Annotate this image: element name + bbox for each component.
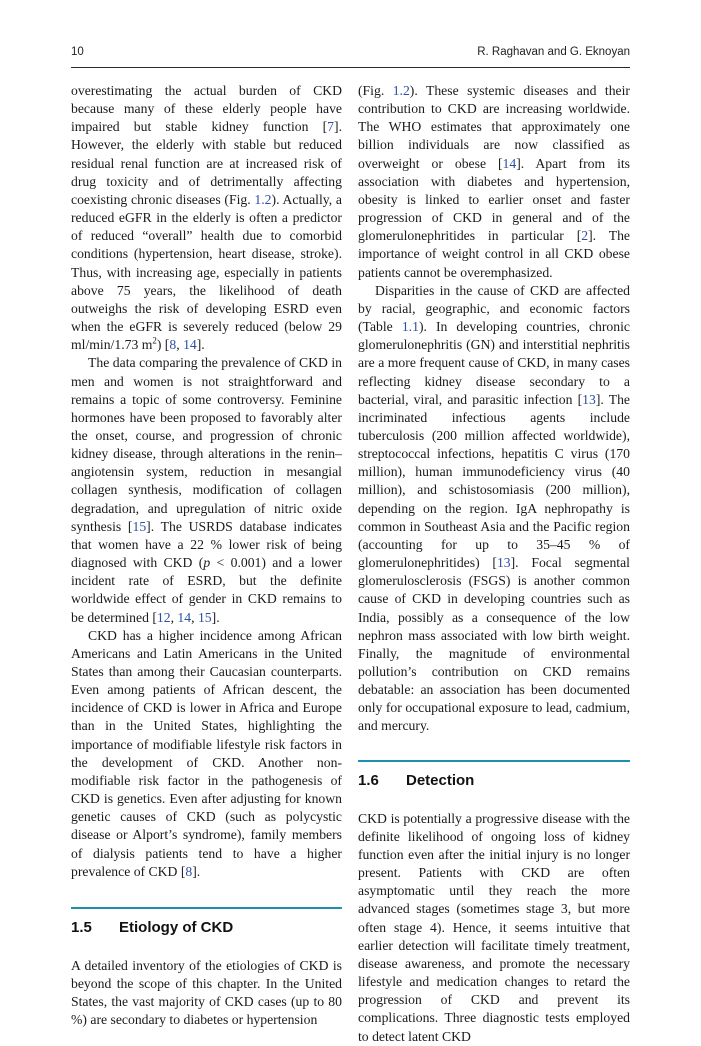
citation-link[interactable]: 12 [156,609,171,625]
citation-link[interactable]: 14 [183,337,197,353]
text-run: CKD is potentially a progressive disease with the definite likelihood of ongoing loss of kidney function even after the initial injury is no longer present. Patients with CKD are often asymptomatic until they reach the more advanced stages (sometimes stage 3, but more often stage 4). Hence, it seems intuitive that earlier detection will facilitate timely treatment, disease awareness, and promote the necessary lifestyle and medication changes to retard the progression of CKD and prevent its complications. Three diagnostic tests employed to detect latent CKD [358,810,630,1044]
text-run: ]. The importance of weight control in all CKD obese patients cannot be overemphasized. [358,228,630,280]
text-run: ) [ [156,337,170,353]
text-run: ). Actually, a reduced eGFR in the elderly is often a predictor of reduced “overall” health due to comorbid conditions (hypertension, heart disease, stroke). Thus, with increasing age, especially in patients above 75 years, the likelihood of death outweighs the risk of developing ESRD even when the eGFR is severely reduced (below 29 ml/min/1.73 m [71,191,342,353]
paragraph [71,957,342,1030]
running-header-authors: R. Raghavan and G. Eknoyan [477,46,630,58]
citation-link[interactable]: 8 [185,863,193,879]
figure-reference-link[interactable]: 1.2 [392,83,410,98]
section-title: Detection [406,771,475,789]
paragraph [358,810,630,1046]
text-run: ]. However, the elderly with stable but reduced residual renal function are at increased risk of drug toxicity and of detrimentally affecting coexisting chronic diseases (Fig. [71,119,342,207]
text-run: ]. [196,337,205,353]
left-column [71,82,342,1030]
text-run: , [191,609,198,625]
superscript: 2 [152,335,157,346]
text-run: , [176,337,184,353]
text-run: ]. Focal segmental glomerulosclerosis (FSGS) is another common cause of CKD in developing countries such as India, possibly as a consequence of the low nephron mass associated with low birth weight. Finally, the magnitude of environmental pollution’s contribution on CKD remains debatable: an association has been documented only for occupational exposure to lead, cadmium, and mercury. [358,555,630,734]
text-run: The data comparing the prevalence of CKD in men and women is not straightforward and remains a topic of some controversy. Feminine hormones have been proposed to favorably alter the onset, course, and progression of chronic kidney disease, through alterations in the renin–angiotensin system, reduction in mesangial collagen synthesis, modification of collagen degradation, and upregulation of nitric oxide synthesis [ [71,355,342,534]
italic-text: p [203,555,211,571]
text-run: ]. The USRDS database indicates that women have a 22 % lower risk of being diagnosed with CKD ( [71,518,342,571]
text-run: A detailed inventory of the etiologies of CKD is beyond the scope of this chapter. In the United States, the vast majority of CKD cases (up to 80 %) are secondary to diabetes or hypertension [71,957,342,1028]
citation-link[interactable]: 14 [177,609,192,625]
citation-link[interactable]: 2 [581,228,589,244]
citation-link[interactable]: 15 [197,609,212,625]
figure-reference-link[interactable]: 1.1 [401,319,419,335]
section-number: 1.6 [358,771,379,789]
text-run: overestimating the actual burden of CKD because many of these elderly people have impaired but stable kidney function [ [71,83,342,135]
text-run: , [170,609,178,625]
citation-link[interactable]: 14 [502,155,517,171]
section-heading-detection [358,760,630,790]
citation-link[interactable]: 15 [132,518,147,534]
paragraph [71,82,342,354]
citation-link[interactable]: 7 [327,119,335,135]
section-number: 1.5 [71,918,92,936]
paragraph [71,354,342,626]
citation-link[interactable]: 8 [169,337,177,353]
text-run: (Fig. [358,83,393,98]
header-rule [71,67,630,68]
figure-reference-link[interactable]: 1.2 [254,191,272,207]
text-run: < 0.001) and a lower incident rate of ESRD, but the definite worldwide effect of gender in CKD remains to be determined [ [71,555,343,625]
right-column [358,82,630,1046]
citation-link[interactable]: 13 [496,555,511,571]
section-heading-etiology [71,907,342,937]
text-run: ]. The incriminated infectious agents include tuberculosis (200 million affected worldwide), streptococcal infections, hepatitis C virus (170 million), human immunodeficiency virus (40 million), and schistosomiasis (200 million), depending on the region. IgA nephropathy is common in Southeast Asia and the Pacific region (accounting for up to 35–45 % of glomerulonephritides) [ [358,391,630,571]
citation-link[interactable]: 13 [582,391,596,407]
text-run: ]. [211,609,220,625]
paragraph [358,82,630,282]
text-run: CKD has a higher incidence among African Americans and Latin Americans in the United States than among their Caucasian counterparts. Even among patients of African descent, the incidence of CKD is lower in Africa and Europe than in the United States, highlighting the importance of modifiable lifestyle risk factors in the development of CKD. Another non-modifiable risk factor in the pathogenesis of CKD is genetics. Even after adjusting for known genetic causes of CKD (such as polycystic disease or Alport’s syndrome), family members of dialysis patients tend to have a higher prevalence of CKD [ [71,627,342,879]
text-run: ). These systemic diseases and their contribution to CKD are increasing worldwide. The WHO estimates that approximately one billion individuals are now classified as overweight or obese [ [358,83,630,171]
text-run: ]. [192,863,201,879]
page-number: 10 [71,46,84,58]
section-title: Etiology of CKD [119,918,234,936]
paragraph [71,627,342,881]
text-run: ). In developing countries, chronic glomerulonephritis (GN) and interstitial nephritis are a more frequent cause of CKD, in many cases reflecting kidney disease secondary to a bacterial, viral, and parasitic infection [ [358,319,630,407]
text-run: ]. Apart from its association with diabetes and hypertension, obesity is linked to earlier onset and faster progression of CKD in general and of the glomerulonephritides in particular [ [358,155,630,244]
paragraph [358,282,630,736]
text-run: Disparities in the cause of CKD are affected by racial, geographic, and economic factors (Table [358,282,630,335]
